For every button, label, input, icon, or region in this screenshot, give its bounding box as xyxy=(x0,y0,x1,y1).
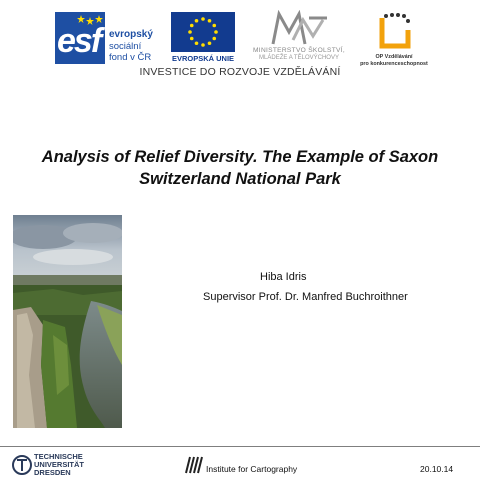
eu-star-icon xyxy=(195,41,199,45)
institute-name: Institute for Cartography xyxy=(206,464,298,474)
eu-logo-caption: EVROPSKÁ UNIE xyxy=(171,54,235,63)
eu-star-icon xyxy=(201,17,205,21)
eu-logo xyxy=(171,12,235,64)
footer-divider xyxy=(0,446,480,447)
eu-star-icon xyxy=(208,19,212,23)
tu-dresden-emblem-icon xyxy=(12,453,32,477)
esf-logo-line3: fond v ČR xyxy=(109,52,152,63)
eu-star-icon xyxy=(190,24,194,28)
eu-star-icon xyxy=(201,43,205,47)
supervisor-line: Supervisor Prof. Dr. Manfred Buchroithner xyxy=(203,291,408,303)
esf-logo-mark: esf xyxy=(57,22,101,60)
presentation-date: 20.10.14 xyxy=(420,464,454,474)
op-caption-line1: OP Vzdělávání xyxy=(375,54,413,60)
tu-dresden-line3: DRESDEN xyxy=(34,468,71,477)
author-name: Hiba Idris xyxy=(260,271,307,283)
eu-star-icon xyxy=(212,24,216,28)
msmt-caption-line1: MINISTERSTVO ŠKOLSTVÍ, xyxy=(253,47,345,54)
msmt-logo xyxy=(243,10,355,66)
op-caption-line2: pro konkurenceschopnost xyxy=(360,61,428,67)
eu-flag-icon xyxy=(171,12,235,52)
tu-dresden-line2: UNIVERSITÄT xyxy=(34,460,85,469)
slide-title xyxy=(20,146,460,190)
esf-logo xyxy=(55,12,167,64)
msmt-caption-line2: MLÁDEŽE A TĚLOVÝCHOVY xyxy=(259,55,339,61)
op-mark-icon xyxy=(376,10,414,50)
eu-star-icon xyxy=(208,41,212,45)
eu-star-icon xyxy=(212,37,216,41)
slide-title-line2: Switzerland National Park xyxy=(139,170,341,188)
slide-title-line1: Analysis of Relief Diversity. The Example of Saxon xyxy=(41,148,439,166)
esf-logo-line2: sociální xyxy=(109,41,142,52)
eu-star-icon xyxy=(188,30,192,34)
eu-star-icon xyxy=(214,30,218,34)
tu-dresden-line1: TECHNISCHE xyxy=(34,452,83,461)
investice-tagline: INVESTICE DO ROZVOJE VZDĚLÁVÁNÍ xyxy=(139,66,341,78)
saxon-switzerland-photo xyxy=(13,215,122,428)
institute-cartography-icon xyxy=(184,455,204,475)
msmt-mark-icon xyxy=(269,10,329,46)
op-logo xyxy=(358,10,430,68)
esf-logo-line1: evropský xyxy=(109,29,153,40)
tu-dresden-logo xyxy=(12,453,92,479)
eu-star-icon xyxy=(195,19,199,23)
eu-star-icon xyxy=(190,37,194,41)
